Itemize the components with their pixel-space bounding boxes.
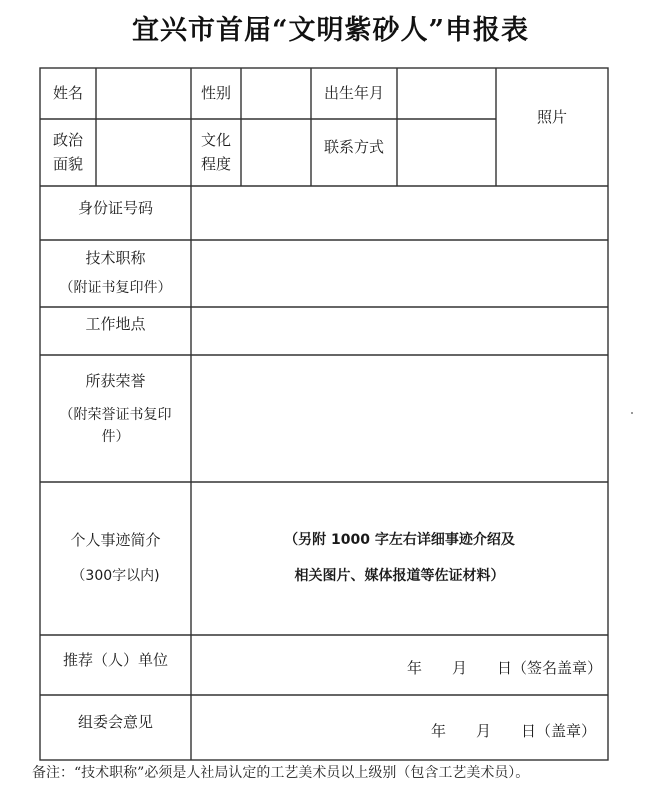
field-honors[interactable] [191,355,608,482]
label-deeds [40,482,191,635]
label-workplace-text: 工作地点 [85,315,146,334]
label-name [40,68,96,119]
label-birth-text: 出生年月 [323,83,384,102]
field-tech-title[interactable] [191,240,608,307]
footnote: 备注：“技术职称”必须是人社局认定的工艺美术员以上级别（包含工艺美术员）。 [32,765,530,781]
label-gender [191,68,241,119]
photo-box[interactable] [496,68,608,168]
field-deeds[interactable] [191,482,608,635]
label-honors-text: 所获荣誉 [85,372,146,390]
label-political [40,119,96,186]
label-contact-text: 联系方式 [323,137,384,156]
recommend-sign-line: 年 月 日（签名盖章） [406,659,602,678]
label-tech-title-text: 技术职称 [85,249,146,268]
label-education-line2: 程度 [200,154,231,173]
label-committee-text: 组委会意见 [77,712,153,731]
field-id-number[interactable] [191,186,608,240]
label-recommend-text: 推荐（人）单位 [62,651,168,670]
label-tech-title [40,240,191,307]
label-honors-note-line2: 件） [101,428,130,445]
label-honors-note-line1: （附荣誉证书复印 [59,407,172,424]
label-education [191,119,241,186]
field-birth[interactable] [397,68,496,119]
field-political[interactable] [96,119,191,186]
committee-sign-line: 年 月 日（盖章） [430,721,596,740]
field-workplace[interactable] [191,307,608,355]
field-education[interactable] [241,119,311,186]
label-committee [40,695,191,750]
label-tech-title-note: （附证书复印件） [59,280,172,297]
label-deeds-note: （300字以内) [71,568,160,585]
label-deeds-text: 个人事迹简介 [70,531,161,550]
label-gender-text: 性别 [200,83,231,102]
scan-speck [631,412,633,414]
label-id-number-text: 身份证号码 [77,199,153,218]
deeds-content-line1: （另附 1000 字左右详细事迹介绍及 [284,531,515,548]
label-honors [40,370,191,460]
label-recommend [40,635,191,687]
label-workplace [40,307,191,343]
field-name[interactable] [96,68,191,119]
label-political-line1: 政治 [52,131,83,150]
label-education-line1: 文化 [200,131,231,150]
field-committee[interactable] [191,695,608,760]
label-id-number [40,186,191,232]
label-political-line2: 面貌 [52,154,83,173]
deeds-content-line2: 相关图片、媒体报道等佐证材料） [294,567,505,584]
label-photo-text: 照片 [536,108,567,127]
label-birth [311,68,397,119]
field-recommend[interactable] [191,635,608,695]
label-contact [311,119,397,176]
form-title: 宜兴市首届“文明紫砂人”申报表 [131,15,530,46]
label-name-text: 姓名 [52,83,83,102]
field-gender[interactable] [241,68,311,119]
field-contact[interactable] [397,119,496,186]
